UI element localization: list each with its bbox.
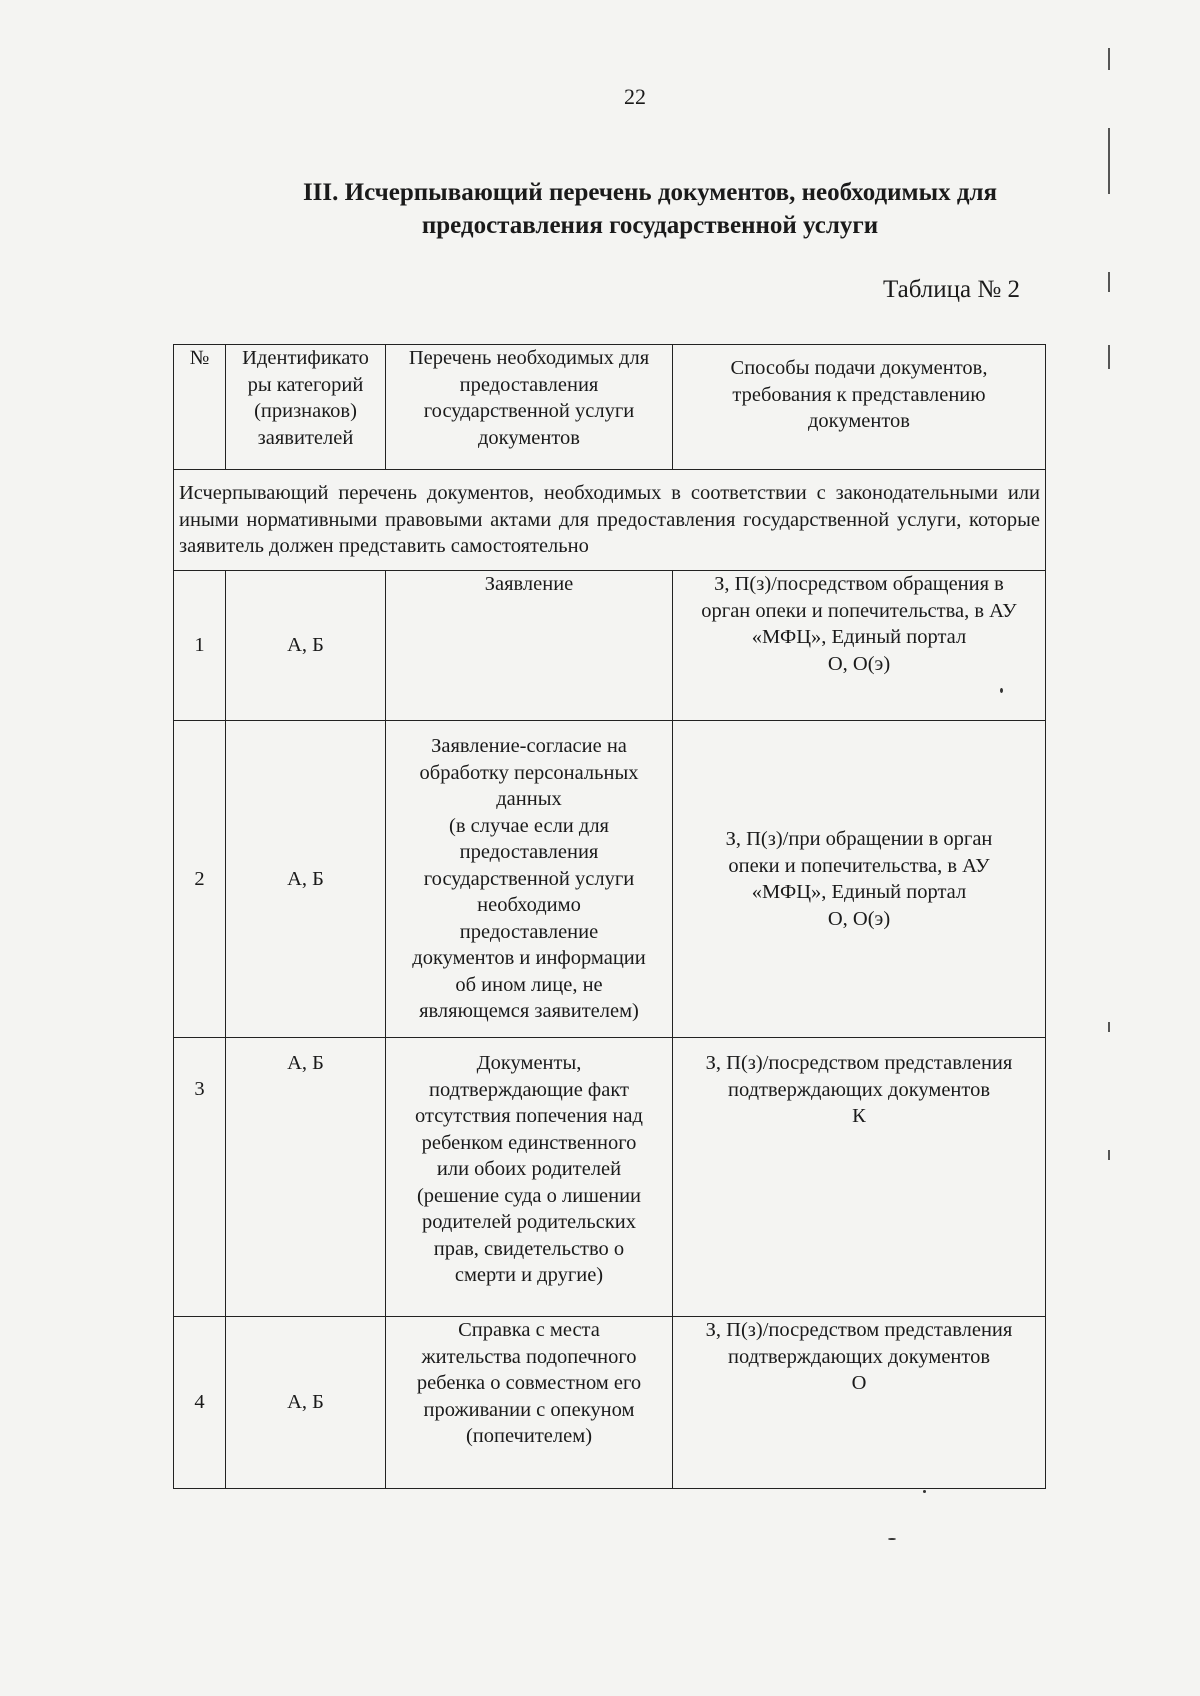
cell-line: Документы, xyxy=(476,1052,582,1074)
row-method xyxy=(673,1038,1046,1317)
header-line: предоставления xyxy=(459,373,599,396)
row-method xyxy=(673,1317,1046,1489)
row-category: А, Б xyxy=(226,721,386,1038)
cell-line: З, П(з)/посредством представления xyxy=(705,1319,1013,1341)
cell-line: или обоих родителей xyxy=(436,1158,622,1180)
scan-dot xyxy=(923,1490,926,1493)
table-row xyxy=(174,1038,1046,1317)
header-category xyxy=(226,345,386,470)
scan-margin-mark xyxy=(1108,1022,1110,1032)
header-line: документов xyxy=(478,426,580,449)
cell-line: проживании с опекуном xyxy=(423,1398,635,1421)
cell-line: О, О(э) xyxy=(827,907,891,930)
scan-margin-mark xyxy=(1108,128,1110,194)
table-caption: Таблица № 2 xyxy=(882,276,1020,303)
cell-line: О xyxy=(851,1372,867,1394)
header-line: заявителей xyxy=(257,426,354,449)
scan-dot xyxy=(888,1538,896,1540)
cell-line: прав, свидетельство о xyxy=(433,1237,625,1260)
row-document xyxy=(386,1038,673,1317)
table-row xyxy=(174,571,1046,721)
cell-line: государственной услуги xyxy=(423,867,635,890)
cell-line: документов и информации xyxy=(412,947,646,969)
cell-line: Заявление-согласие на xyxy=(431,735,627,757)
page-number: 22 xyxy=(624,84,646,109)
cell-line: ребенком единственного xyxy=(421,1131,637,1154)
scan-margin-mark xyxy=(1108,272,1110,292)
header-line: требования к представлению xyxy=(732,383,986,406)
header-line: Перечень необходимых для xyxy=(408,347,650,369)
row-document xyxy=(386,721,673,1038)
section-title xyxy=(240,176,1060,242)
section-title-line: предоставления государственной услуги xyxy=(421,212,879,239)
cell-line: об ином лице, не xyxy=(455,973,603,996)
cell-line: являющемся заявителем) xyxy=(419,1000,639,1022)
cell-line: З, П(з)/посредством обращения в xyxy=(714,573,1004,595)
row-number: 2 xyxy=(174,721,226,1038)
cell-line: родителей родительских xyxy=(421,1211,637,1233)
header-documents xyxy=(386,345,673,470)
section-title-line: III. Исчерпывающий перечень документов, необходимых для xyxy=(302,179,998,206)
cell-line: подтверждающих документов xyxy=(727,1345,991,1368)
cell-line: Справка с места xyxy=(458,1319,600,1341)
cell-line: подтверждающие факт xyxy=(429,1078,629,1101)
header-line: ры категорий xyxy=(247,373,364,396)
scan-dot xyxy=(1000,688,1003,693)
cell-line: жительства подопечного xyxy=(421,1345,637,1368)
header-line: (признаков) xyxy=(254,400,357,422)
cell-line: К xyxy=(852,1105,866,1127)
cell-line: подтверждающих документов xyxy=(727,1078,991,1101)
row-number: 3 xyxy=(174,1038,226,1317)
cell-line: (попечителем) xyxy=(465,1425,593,1447)
table-section-row xyxy=(174,470,1046,571)
cell-line: (в случае если для xyxy=(449,814,609,837)
header-methods xyxy=(673,345,1046,470)
cell-line: предоставления xyxy=(459,841,599,863)
cell-line: «МФЦ», Единый портал xyxy=(751,881,967,903)
table-row xyxy=(174,1317,1046,1489)
cell-line: смерти и другие) xyxy=(454,1264,604,1286)
row-number: 1 xyxy=(174,571,226,721)
cell-line: опеки и попечительства, в АУ xyxy=(728,854,990,877)
cell-line: З, П(з)/посредством представления xyxy=(705,1052,1013,1074)
cell-line: Заявление xyxy=(484,573,574,595)
cell-line: «МФЦ», Единый портал xyxy=(751,626,967,648)
header-line: Способы подачи документов, xyxy=(730,357,988,379)
table-row xyxy=(174,721,1046,1038)
header-number: № xyxy=(174,345,226,470)
cell-line: отсутствия попечения над xyxy=(415,1105,643,1127)
row-category: А, Б xyxy=(226,1317,386,1489)
row-document xyxy=(386,1317,673,1489)
cell-line: ребенка о совместном его xyxy=(416,1372,642,1394)
cell-line: З, П(з)/при обращении в орган xyxy=(725,828,993,850)
row-method xyxy=(673,571,1046,721)
row-method xyxy=(673,721,1046,1038)
documents-table xyxy=(173,344,1046,1489)
cell-line: орган опеки и попечительства, в АУ xyxy=(701,599,1017,622)
cell-line: данных xyxy=(496,788,562,810)
row-number: 4 xyxy=(174,1317,226,1489)
scan-margin-mark xyxy=(1108,48,1110,70)
cell-line: необходимо xyxy=(477,894,581,916)
table-header-row xyxy=(174,345,1046,470)
cell-line: обработку персональных xyxy=(419,761,639,784)
cell-line: предоставление xyxy=(459,920,599,943)
header-line: Идентификато xyxy=(242,347,369,369)
header-line: документов xyxy=(808,410,910,432)
row-category: А, Б xyxy=(226,1038,386,1317)
row-document xyxy=(386,571,673,721)
header-line: государственной услуги xyxy=(423,400,635,422)
cell-line: (решение суда о лишении xyxy=(416,1184,642,1207)
scan-margin-mark xyxy=(1108,345,1110,369)
scan-margin-mark xyxy=(1108,1150,1110,1160)
cell-line: О, О(э) xyxy=(827,652,891,675)
section-row-text: Исчерпывающий перечень документов, необходимых в соответствии с законодательными или иными нормативными правовыми актами для предоставления государственной услуги, которые заявитель должен представить самостоятельно xyxy=(174,470,1046,571)
row-category: А, Б xyxy=(226,571,386,721)
